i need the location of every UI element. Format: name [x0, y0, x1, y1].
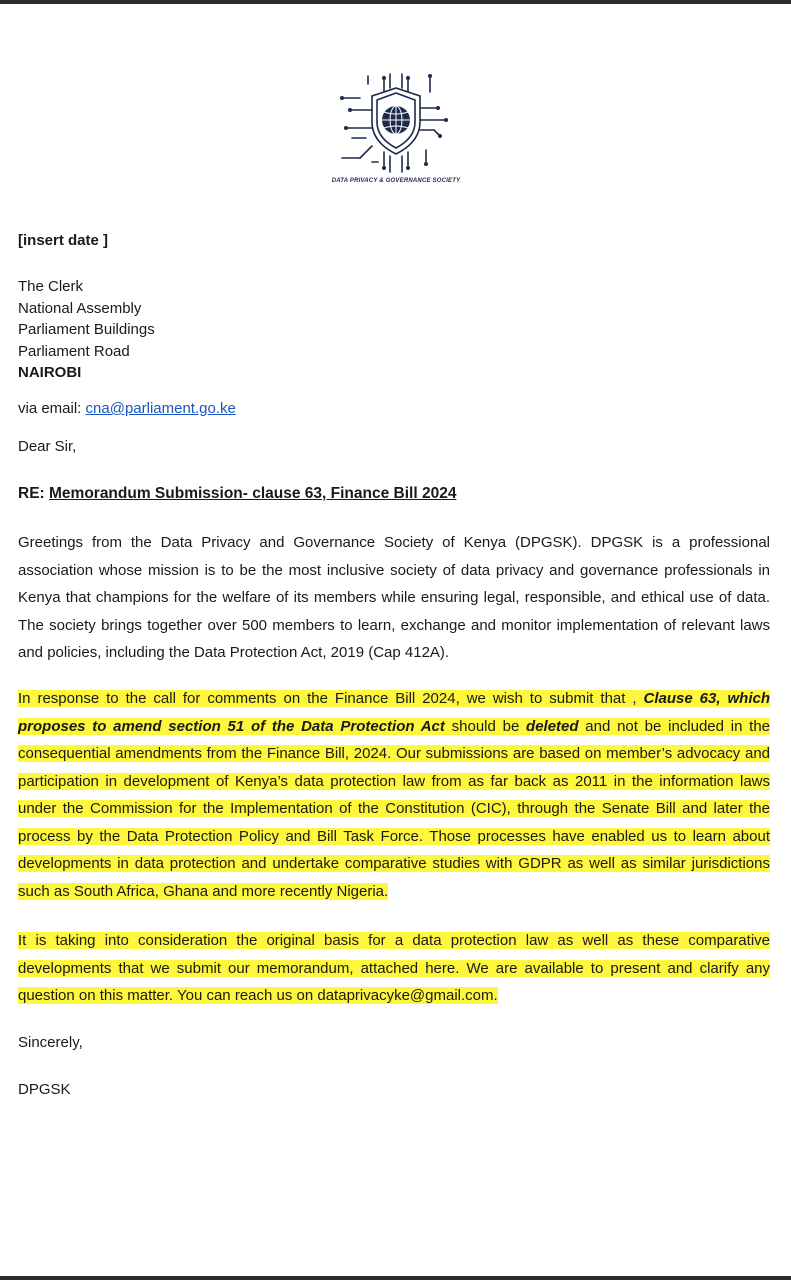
highlighted-bold-text: deleted [526, 717, 579, 735]
shield-globe-circuit-icon [326, 70, 466, 178]
highlighted-text: In response to the call for comments on the Finance Bill 2024, we wish to submit that , [18, 690, 644, 707]
bottom-border [0, 1276, 791, 1280]
highlighted-text: and not be included in the consequential amendments from the Finance Bill, 2024. Our submissions are based on member’s advocacy and participation in development of Kenya’s data protection law from as far back as 2011 in the information laws under the Commission for the Implementation of the Constitution (CIC), through the Senate Bill and later the process by the Data Protection Policy and Bill Task Force. Those processes have enabled us to learn about developments in data protection and undertake comparative studies with GDPR as well as similar jurisdictions such as South Africa, Ghana and more recently Nigeria. [18, 717, 771, 900]
paragraph-conclusion [18, 927, 770, 1010]
logo-caption: DATA PRIVACY & GOVERNANCE SOCIETY [331, 178, 461, 184]
email-link[interactable]: cna@parliament.go.ke [85, 400, 236, 417]
subject-title: Memorandum Submission- clause 63, Finance Bill 2024 [49, 485, 457, 502]
paragraph-intro: Greetings from the Data Privacy and Governance Society of Kenya (DPGSK). DPGSK is a professional association whose mission is to be the most inclusive society of data privacy and governance professionals in Kenya that champions for the welfare of its members while ensuring legal, responsible, and ethical use of data. The society brings together over 500 members to learn, exchange and monitor implementation of relevant laws and policies, including the Data Protection Act, 2019 (Cap 412A). [18, 534, 770, 661]
letter-date: [insert date ] [18, 232, 109, 249]
highlighted-bold-text: Clause 63, which proposes to amend section 51 of the Data Protection Act [18, 690, 770, 735]
address-line: The Clerk [18, 278, 84, 295]
top-border [0, 0, 791, 4]
via-email-line [18, 398, 236, 420]
society-logo [326, 70, 466, 192]
salutation: Dear Sir, [18, 438, 77, 455]
subject-line [18, 483, 456, 505]
address-line: Parliament Road [18, 342, 130, 360]
address-line: Parliament Buildings [18, 321, 155, 338]
highlighted-text: It is taking into consideration the original basis for a data protection law as well as these comparative developments that we submit our memorandum, attached here. We are available to present and clarify any question on this matter. You can reach us on dataprivacyke@gmail.com. [18, 932, 770, 1004]
address-city: NAIROBI [18, 364, 82, 381]
signature: DPGSK [18, 1081, 71, 1098]
paragraph-submission [18, 685, 770, 905]
recipient-address [18, 276, 155, 384]
via-email-label: via email: [18, 400, 86, 417]
highlighted-text: should be [444, 717, 527, 735]
closing: Sincerely, [18, 1034, 83, 1051]
subject-prefix: RE: [18, 485, 49, 502]
address-line: National Assembly [18, 299, 142, 317]
